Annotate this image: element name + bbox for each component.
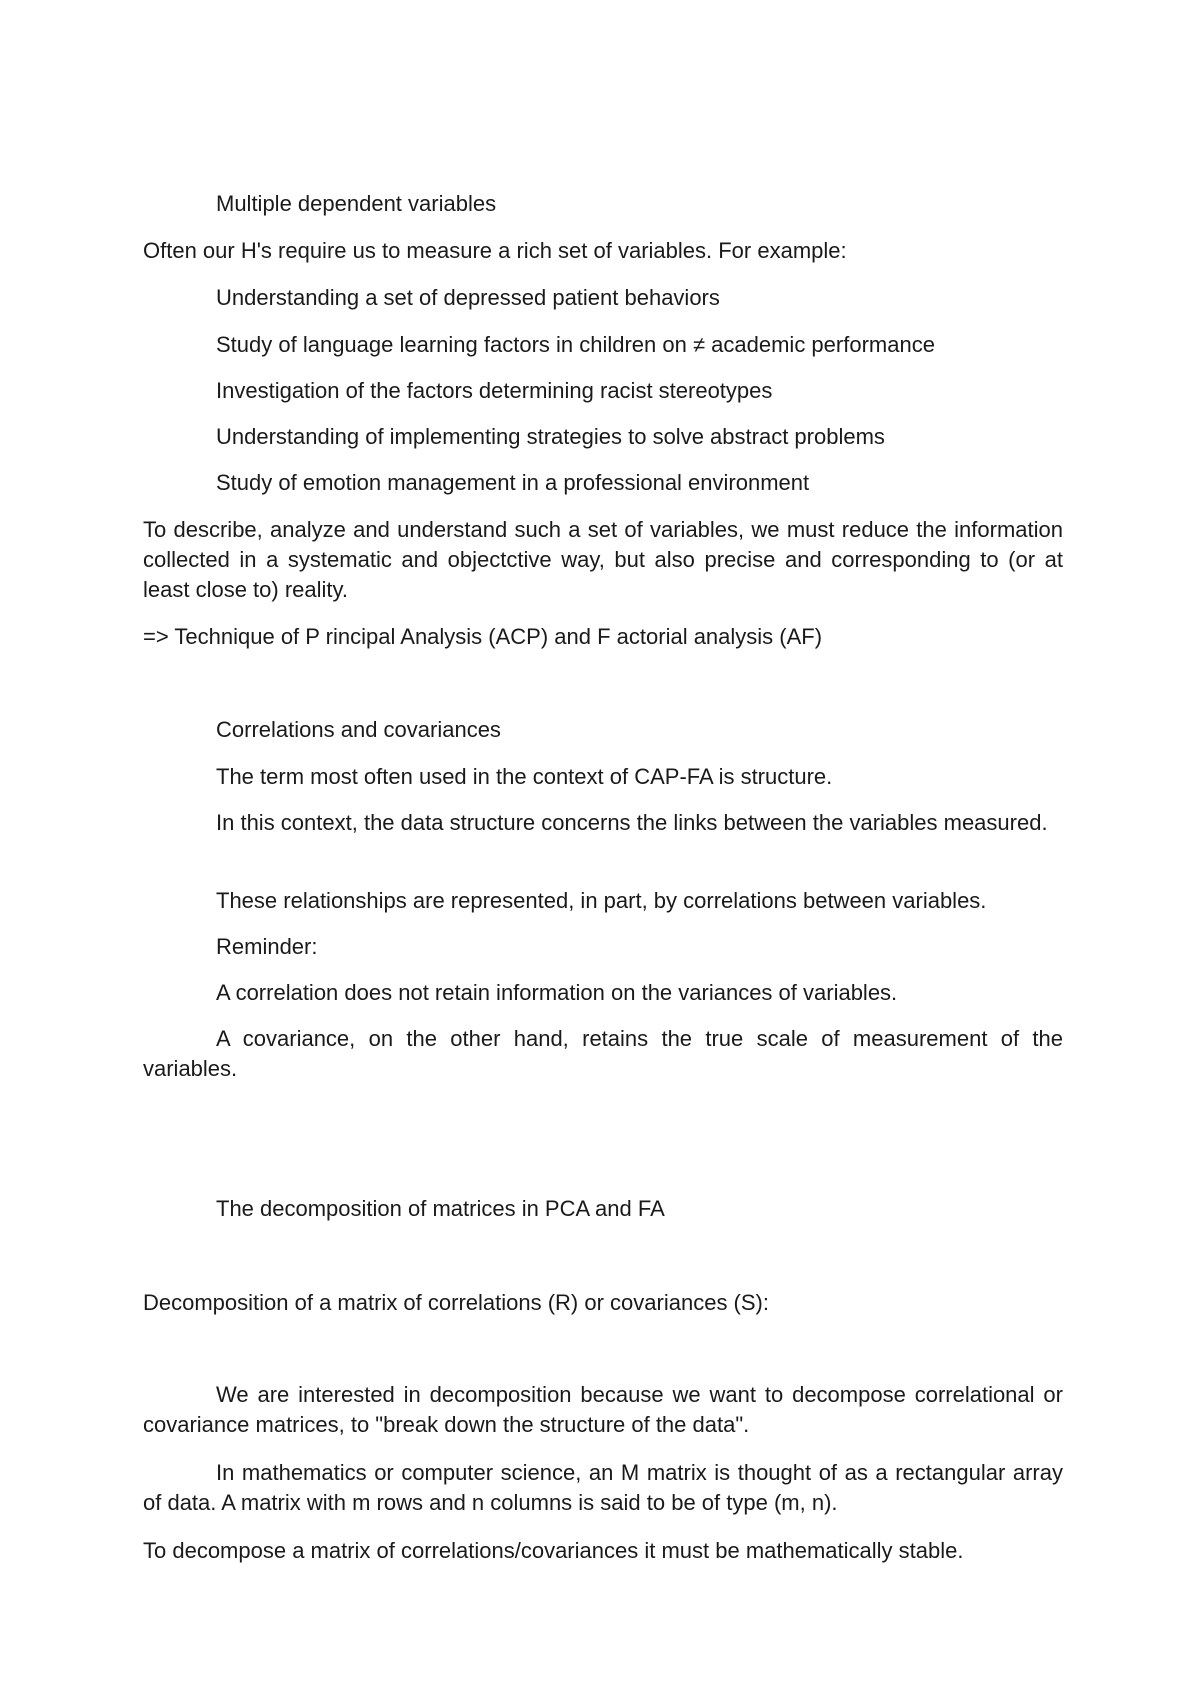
reminder-label: Reminder:: [216, 934, 318, 959]
decomposition-subheading: Decomposition of a matrix of correlations (R) or covariances (S):: [143, 1290, 769, 1315]
example-item: Study of language learning factors in children on ≠ academic performance: [216, 332, 935, 357]
example-item: Study of emotion management in a professional environment: [216, 470, 810, 495]
example-item: Understanding of implementing strategies to solve abstract problems: [216, 424, 885, 449]
technique-line: => Technique of P rincipal Analysis (ACP) and F actorial analysis (AF): [143, 624, 823, 649]
example-item: Investigation of the factors determining racist stereotypes: [216, 378, 773, 403]
intro-paragraph: Often our H's require us to measure a rich set of variables. For example:: [143, 238, 847, 263]
correlation-paragraph: A correlation does not retain information on the variances of variables.: [216, 980, 898, 1005]
section-heading-multiple-dependent-variables: Multiple dependent variables: [216, 191, 497, 216]
section-heading-correlations: Correlations and covariances: [216, 717, 501, 742]
data-structure-paragraph: In this context, the data structure concerns the links between the variables measured.: [216, 810, 1048, 835]
stability-paragraph: To decompose a matrix of correlations/covariances it must be mathematically stable.: [143, 1538, 964, 1563]
covariance-paragraph: A covariance, on the other hand, retains the true scale of measurement of the variables.: [143, 1026, 1063, 1081]
interest-paragraph: We are interested in decomposition because we want to decompose correlational or covariance matrices, to "break down the structure of the data".: [143, 1382, 1063, 1437]
matrix-definition-paragraph: In mathematics or computer science, an M matrix is thought of as a rectangular array of data. A matrix with m rows and n columns is said to be of type (m, n).: [143, 1460, 1063, 1515]
section-heading-decomposition: The decomposition of matrices in PCA and FA: [216, 1196, 665, 1221]
reduce-information-paragraph: To describe, analyze and understand such a set of variables, we must reduce the information collected in a systematic and objectctive way, but also precise and corresponding to (or at least close to) reality.: [143, 517, 1063, 602]
structure-paragraph: The term most often used in the context of CAP-FA is structure.: [216, 764, 833, 789]
relationships-paragraph: These relationships are represented, in part, by correlations between variables.: [216, 888, 987, 913]
example-item: Understanding a set of depressed patient behaviors: [216, 285, 720, 310]
